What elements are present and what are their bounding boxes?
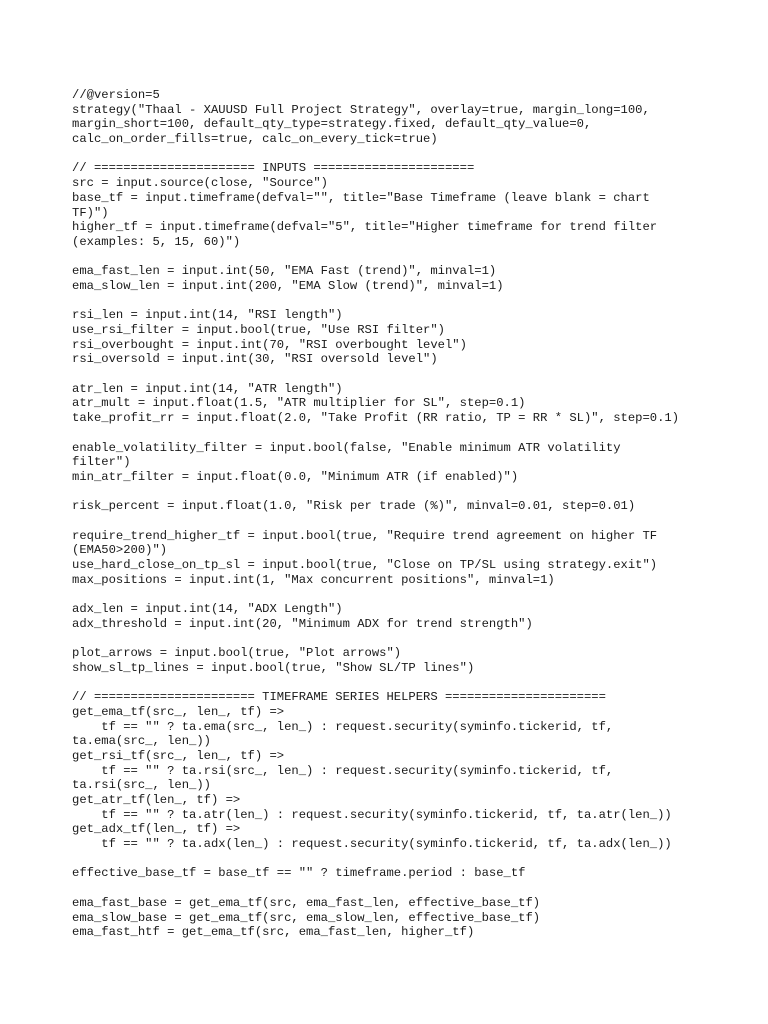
code-line: // ====================== TIMEFRAME SERIES HELPERS ====================== — [72, 690, 606, 705]
code-line: risk_percent = input.float(1.0, "Risk per trade (%)", minval=0.01, step=0.01) — [72, 499, 636, 514]
code-line: tf == "" ? ta.rsi(src_, len_) : request.security(syminfo.tickerid, tf, — [72, 763, 614, 778]
code-line: ta.rsi(src_, len_)) — [72, 778, 211, 793]
code-line: adx_len = input.int(14, "ADX Length") — [72, 602, 343, 617]
code-line: atr_len = input.int(14, "ATR length") — [72, 381, 343, 396]
code-line: get_atr_tf(len_, tf) => — [72, 793, 241, 807]
code-line: tf == "" ? ta.ema(src_, len_) : request.security(syminfo.tickerid, tf, — [72, 719, 614, 734]
code-line: get_adx_tf(len_, tf) => — [72, 822, 241, 837]
code-line: ema_slow_base = get_ema_tf(src, ema_slow_len, effective_base_tf) — [72, 910, 541, 925]
blank-line — [72, 367, 712, 382]
code-line: rsi_oversold = input.int(30, "RSI oversold level") — [72, 352, 438, 367]
code-line: ta.ema(src_, len_)) — [72, 734, 211, 749]
code-block — [72, 88, 712, 940]
code-line: rsi_overbought = input.int(70, "RSI overbought level") — [72, 337, 467, 352]
code-line: get_ema_tf(src_, len_, tf) => — [72, 704, 285, 719]
code-line: filter") — [72, 455, 131, 470]
code-line: ema_fast_base = get_ema_tf(src, ema_fast_len, effective_base_tf) — [72, 895, 541, 910]
code-line: use_rsi_filter = input.bool(true, "Use RSI filter") — [72, 323, 445, 337]
blank-line — [72, 250, 712, 265]
code-line: enable_volatility_filter = input.bool(false, "Enable minimum ATR volatility — [72, 440, 621, 455]
code-line: ema_slow_len = input.int(200, "EMA Slow (trend)", minval=1) — [72, 278, 504, 293]
code-line: max_positions = input.int(1, "Max concurrent positions", minval=1) — [72, 572, 555, 587]
code-line: higher_tf = input.timeframe(defval="5", title="Higher timeframe for trend filter — [72, 220, 658, 235]
blank-line — [72, 881, 712, 896]
blank-line — [72, 426, 712, 441]
code-line: get_rsi_tf(src_, len_, tf) => — [72, 748, 285, 763]
blank-line — [72, 294, 712, 309]
blank-line — [72, 852, 712, 867]
blank-line — [72, 587, 712, 602]
blank-line — [72, 631, 712, 646]
code-line: ema_fast_len = input.int(50, "EMA Fast (trend)", minval=1) — [72, 264, 497, 279]
blank-line — [72, 485, 712, 500]
code-line: (examples: 5, 15, 60)") — [72, 234, 241, 249]
blank-line — [72, 147, 712, 162]
blank-line — [72, 676, 712, 691]
code-line: show_sl_tp_lines = input.bool(true, "Show SL/TP lines") — [72, 660, 475, 675]
code-line: take_profit_rr = input.float(2.0, "Take Profit (RR ratio, TP = RR * SL)", step=0.1) — [72, 411, 680, 426]
code-line: //@version=5 — [72, 88, 160, 102]
code-line: tf == "" ? ta.atr(len_) : request.security(syminfo.tickerid, tf, ta.atr(len_)) — [72, 807, 672, 822]
blank-line — [72, 514, 712, 529]
code-line: rsi_len = input.int(14, "RSI length") — [72, 308, 343, 323]
code-line: // ====================== INPUTS ====================== — [72, 161, 475, 176]
code-line: adx_threshold = input.int(20, "Minimum ADX for trend strength") — [72, 616, 533, 631]
code-line: strategy("Thaal - XAUUSD Full Project Strategy", overlay=true, margin_long=100, — [72, 102, 650, 117]
code-line: base_tf = input.timeframe(defval="", title="Base Timeframe (leave blank = chart — [72, 190, 650, 205]
code-line: margin_short=100, default_qty_type=strategy.fixed, default_qty_value=0, — [72, 117, 592, 132]
code-line: effective_base_tf = base_tf == "" ? timeframe.period : base_tf — [72, 866, 526, 881]
code-line: src = input.source(close, "Source") — [72, 176, 328, 191]
code-line: (EMA50>200)") — [72, 543, 168, 558]
code-line: require_trend_higher_tf = input.bool(true, "Require trend agreement on higher TF — [72, 528, 658, 543]
code-line: calc_on_order_fills=true, calc_on_every_tick=true) — [72, 132, 438, 147]
code-line: min_atr_filter = input.float(0.0, "Minimum ATR (if enabled)") — [72, 469, 519, 484]
code-line: plot_arrows = input.bool(true, "Plot arrows") — [72, 646, 402, 661]
code-line: atr_mult = input.float(1.5, "ATR multiplier for SL", step=0.1) — [72, 396, 526, 411]
code-line: tf == "" ? ta.adx(len_) : request.security(syminfo.tickerid, tf, ta.adx(len_)) — [72, 837, 672, 852]
code-line: use_hard_close_on_tp_sl = input.bool(true, "Close on TP/SL using strategy.exit") — [72, 558, 658, 572]
code-line: ema_fast_htf = get_ema_tf(src, ema_fast_len, higher_tf) — [72, 925, 475, 940]
code-line: TF)") — [72, 205, 109, 220]
